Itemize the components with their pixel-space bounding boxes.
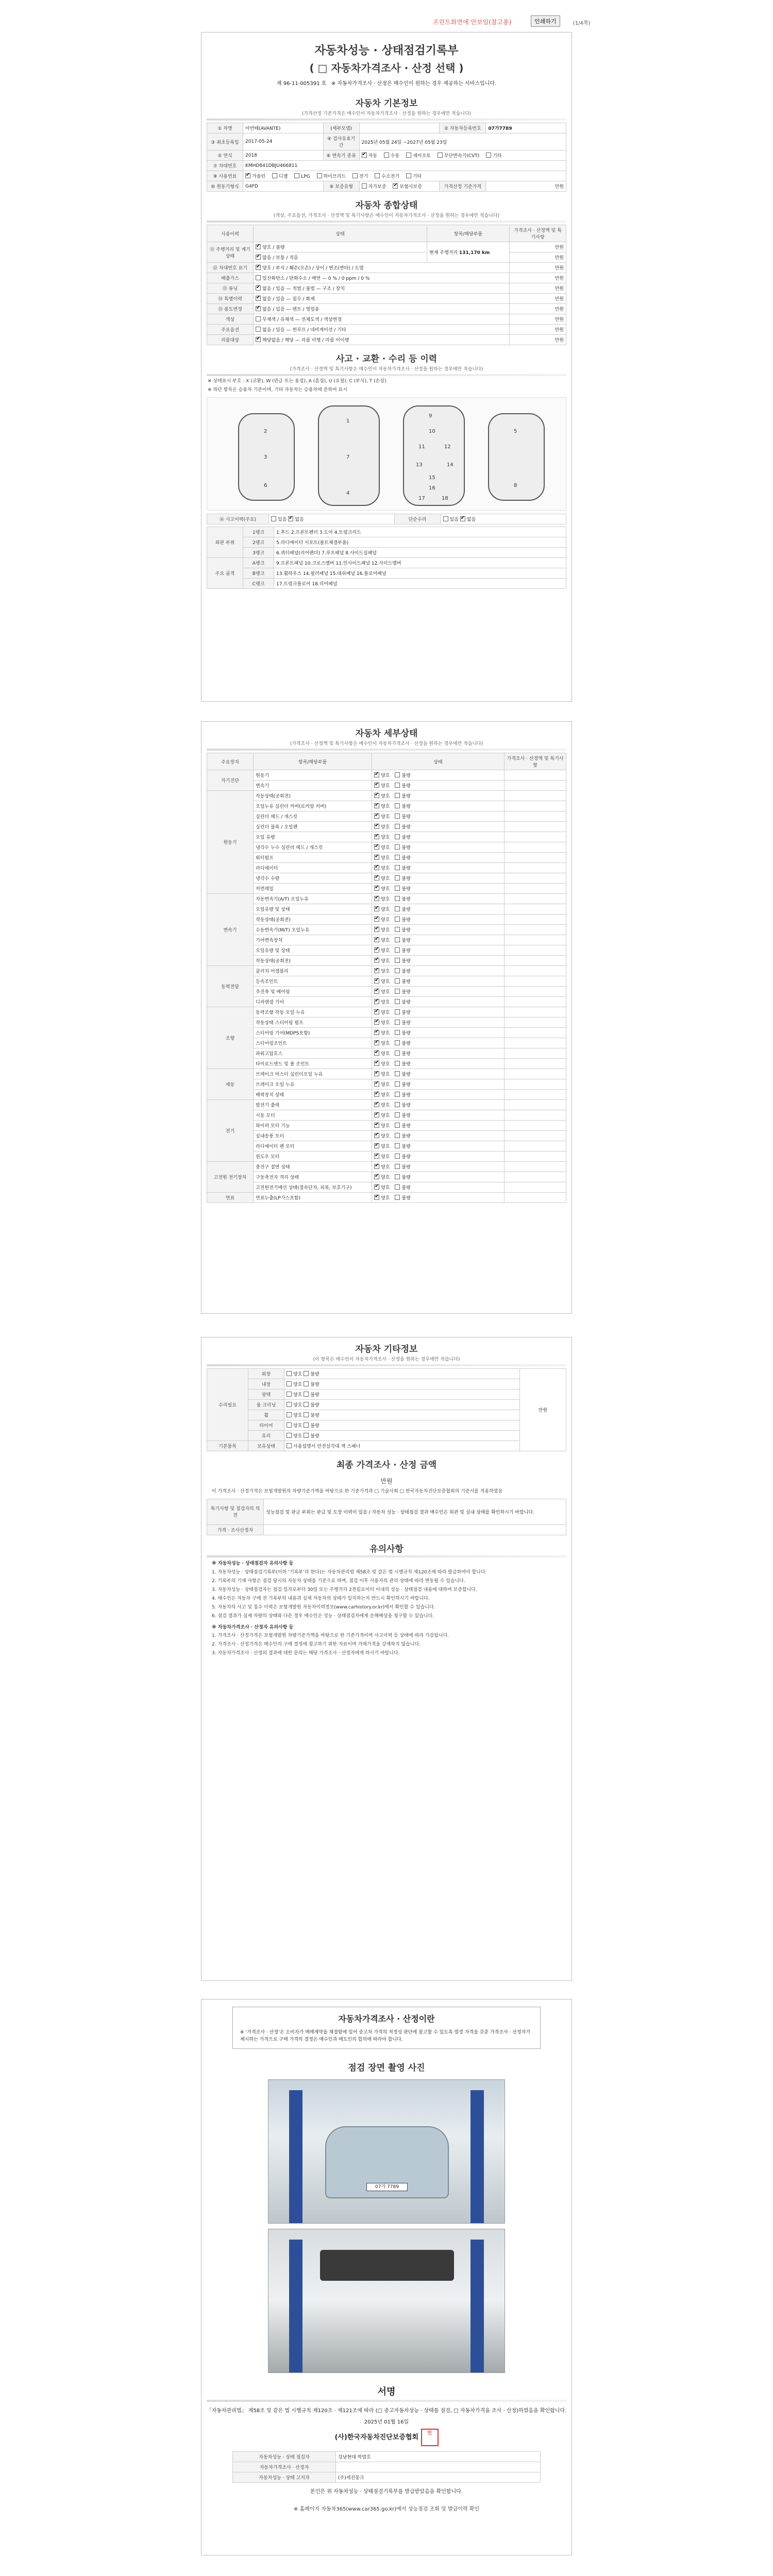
table-row: 실린더 블록 / 오일팬 ✔ 양호 불량 <box>207 822 566 832</box>
inspection-photo-front <box>268 2079 505 2224</box>
detail-title: 자동차 세부상태 <box>355 728 418 739</box>
price-info-box: 자동차가격조사 · 산정이란 ※ ‘가격조사 · 산정’은 소비자가 매매계약을 체결함에 있어 중고차 가격의 적정성 판단에 참고할 수 있도록 법정 자격을 갖춘 가격조사 · 산정자가 제시하는 가격으로 구매 가격의 결정은 매수인과 매도인의 합의에 따라야 합니다. <box>232 2007 541 2049</box>
receiver-text: 본인은 위 자동차성능 · 상태점검기록부를 발급받았음을 확인합니다. <box>310 2489 463 2495</box>
photos-title: 점검 장면 촬영 사진 <box>348 2063 425 2074</box>
table-row: ⑪ 주행거리 및 계기상태 ✔양호 / 불량 현재 주행거리 131,170 km 만원 <box>207 242 566 252</box>
first-registration: 2017-05-24 <box>243 133 324 150</box>
table-row: 자기진단 원동기 ✔ 양호 불량 <box>207 770 566 781</box>
table-row: 구동축전지 격리 상태 ✔ 양호 불량 <box>207 1172 566 1182</box>
table-row: 리콜대상 ✔ 해당없음 / 해당 — 리콜 이행 / 리콜 미이행 만원 <box>207 335 566 345</box>
table-row: 변속기 ✔ 양호 불량 <box>207 781 566 791</box>
table-row: 등속조인트 ✔ 양호 불량 <box>207 976 566 987</box>
signer-table: 자동차성능 · 상태 점검자 강남현대 박범호 자동차가격조사 · 산정자 자동차성능 · 상태 고지자 (주)세진봉크 <box>232 2451 541 2483</box>
table-row: 오일 유량 ✔ 양호 불량 <box>207 832 566 842</box>
table-row: 실내송풍 모터 ✔ 양호 불량 <box>207 1131 566 1141</box>
inspection-validity: 2025년 05월 24일 ~2027년 05월 23일 <box>359 133 566 150</box>
accident-legend: ※ 상태표시 부호 : X (교환), W (판금 또는 용접), A (흠집), U (요철), C (부식), T (손상) <box>208 379 386 384</box>
page-1 <box>201 32 572 702</box>
accident-legend-2: ※ 하단 항목은 승용차 기준이며, 기타 자동차는 승용차에 준하여 표시 <box>208 387 347 393</box>
table-row: 스티어링조인트 ✔ 양호 불량 <box>207 1038 566 1048</box>
table-row: 작동상태 스티어링 펌프 ✔ 양호 불량 <box>207 1018 566 1028</box>
car-model: 아반떼(AVANTE) <box>243 123 324 133</box>
panel-rank-table: 외판 부위 1랭크 1.후드 2.프론트펜더 3.도어 4.트렁크리드 2랭크 5.라디에이터 서포트(볼트체결부품) 3랭크 6.쿼터패널(리어펜더) 7.루프패널 8.사이드실패널 주요 골격 A랭크 9.프론트패널 10.크로스멤버 11.인사이드패널 12.사이드멤버 B랭크 13.휠하우스 14.필러패널 15.대쉬패널 16.플로어패널 C랭크 17.트렁크플로어 18.리어패널 <box>207 527 566 589</box>
registration-number: 07가7789 <box>486 123 566 133</box>
table-row: 기어변속장치 ✔ 양호 불량 <box>207 935 566 945</box>
table-row: 냉각수 수량 ✔ 양호 불량 <box>207 873 566 884</box>
table-row: 워터펌프 ✔ 양호 불량 <box>207 853 566 863</box>
final-amount: 만원 <box>380 1478 393 1485</box>
caution-title: 유의사항 <box>369 1544 404 1554</box>
table-row: ✔많음 / 보통 / 적음 만원 <box>207 252 566 263</box>
table-row: 파워고압호스 ✔ 양호 불량 <box>207 1048 566 1059</box>
document-title: 자동차성능 · 상태점검기록부 <box>314 44 459 57</box>
table-row: 수동변속기(M/T) 오일누유 ✔ 양호 불량 <box>207 925 566 935</box>
print-notice: 프린트화면에 안보임(참고용) <box>433 19 512 26</box>
car-diagram: 2 3 6 1 7 4 9 10 11 12 13 14 15 16 17 18 5 8 <box>207 397 566 511</box>
sign-text: 「자동차관리법」 제58조 및 같은 법 시행규칙 제120조 · 제121조에 따라 (□ 중고자동차성능 · 상태를 점검, □ 자동차가격을 조사 · 산정)하였음을 확인합니다. 2025년 01월 16일 (사)한국자동차진단보증협회 인 <box>201 2407 572 2446</box>
page-2 <box>201 721 572 1314</box>
table-row: 라디에이터 ✔ 양호 불량 <box>207 863 566 873</box>
table-row: ⑫ 차대번호 표기 ✔ 양호 / 부식 / 훼손(오손) / 상이 / 변조(변타) / 도말 만원 <box>207 263 566 273</box>
sign-company: (사)한국자동차진단보증협회 <box>334 2433 419 2442</box>
table-row: 고전원전기배선 상태(접속단자, 피복, 보호기구) ✔ 양호 불량 <box>207 1182 566 1193</box>
basic-info-sub: (가격산정 기준가격은 매수인이 자동차가격조사 · 산정을 원하는 경우에만 적습니다) <box>301 111 472 116</box>
motor-type: G4FD <box>243 181 324 192</box>
table-row: 조향 동력조향 작동 오일 누유 ✔ 양호 불량 <box>207 1007 566 1018</box>
table-row: 동력전달 클러치 어셈블리 ✔ 양호 불량 <box>207 966 566 976</box>
summary-title: 자동차 종합상태 <box>355 200 418 211</box>
transmission-options: ✔ 자동 수동 세미오토 무단변속기(CVT) 기타 <box>359 150 566 161</box>
table-row: 실린더 헤드 / 개스킷 ✔ 양호 불량 <box>207 811 566 822</box>
print-toolbar <box>0 0 773 26</box>
basic-info-title: 자동차 기본정보 <box>355 98 418 109</box>
table-row: 스티어링 기어(MDPS포함) ✔ 양호 불량 <box>207 1028 566 1038</box>
table-row: 배력장치 상태 ✔ 양호 불량 <box>207 1090 566 1100</box>
accident-history-table: ⑯ 사고이력(주요) 있음 ✔ 없음 단순수리 있음 ✔ 없음 <box>207 514 566 524</box>
summary-table: 사용이력 상태 항목/해당부품 가격조사 · 산정액 및 특기사항 ⑪ 주행거리 및 계기상태 ✔양호 / 불량 현재 주행거리 131,170 km 만원 ✔많음 / 보통 / 적음 만원 ⑫ 차대번호 표기 ✔ 양호 / 부식 / 훼손(오손) / 상이 / 변조(변타) / 도말 만원 배출가스 일산화탄소 / 탄화수소 / 매연 — 0 % / 0 ppm / 0 % 만원 ⑬ 튜닝 ✔ 없음 / 있음 — 적법 / 불법 — 구조 / 장치 만원 ⑭ 특별이력 ✔ 없음 / 있음 — 침수 / 화재 만원 ⑮ 용도변경 ✔ 없음 / 있음 — 렌트 / 영업용 만원 색상 무채색 / 유채색 — 전체도색 / 색상변경 만원 주요옵션 없음 / 있음 — 썬루프 / 네비게이션 / 기타 만원 리콜대상 ✔ 해당없음 / 해당 — 리콜 이행 / 리콜 미이행 만원 <box>207 225 566 345</box>
summary-sub: (색상, 주요옵션, 가격조사 · 산정액 및 특기사항은 매수인이 자동차가격조사 · 산정을 원하는 경우에만 적습니다) <box>273 213 500 218</box>
table-row: 추진축 및 베어링 ✔ 양호 불량 <box>207 987 566 997</box>
detail-sub: (가격조사 · 산정액 및 특기사항은 매수인이 자동차가격조사 · 산정을 원하는 경우에만 적습니다) <box>290 741 483 747</box>
accident-sub: (가격조사 · 산정액 및 특기사항은 매수인이 자동차가격조사 · 산정을 원하는 경우에만 적습니다) <box>290 367 483 372</box>
table-row: 작동상태(공회전) ✔ 양호 불량 <box>207 914 566 925</box>
table-row: 시동 모터 ✔ 양호 불량 <box>207 1110 566 1121</box>
table-row: ⑬ 튜닝 ✔ 없음 / 있음 — 적법 / 불법 — 구조 / 장치 만원 <box>207 283 566 294</box>
table-row: ⑮ 용도변경 ✔ 없음 / 있음 — 렌트 / 영업용 만원 <box>207 304 566 314</box>
detail-table: 주요장치 항목/해당부품 상태 가격조사 · 산정액 및 특기사항 자기진단 원동기 ✔ 양호 불량 변속기 ✔ 양호 불량 원동기 작동상태(공회전) ✔ 양호 불량 오일누유 실린더 커버(로커암 커버) ✔ 양호 불량 실린더 헤드 / 개스킷 ✔ 양호 불량 실린더 블록 / 오일팬 ✔ 양호 불량 오일 유량 ✔ 양호 불량 냉각수 누수 실린더 헤드 / 개스킷 ✔ 양호 불량 워터펌프 ✔ 양호 불량 라디에이터 ✔ 양호 불량 냉각수 수량 ✔ 양호 불량 커먼레일 ✔ 양호 불량 변속기 자동변속기(A/T) 오일누유 ✔ 양호 불량 오일유량 및 상태 ✔ 양호 불량 작동상태(공회전) ✔ 양호 불량 수동변속기(M/T) 오일누유 ✔ 양호 불량 기어변속장치 ✔ 양호 불량 오일유량 및 상태 ✔ 양호 불량 작동상태(공회전) ✔ 양호 불량 동력전달 클러치 어셈블리 ✔ 양호 불량 등속조인트 ✔ 양호 불량 추진축 및 베어링 ✔ 양호 불량 디퍼렌셜 기어 ✔ 양호 불량 조향 동력조향 작동 오일 누유 ✔ 양호 불량 작동상태 스티어링 펌프 ✔ 양호 불량 스티어링 기어(MDPS포함) ✔ 양호 불량 스티어링조인트 ✔ 양호 불량 파워고압호스 ✔ 양호 불량 타이로드엔드 및 볼 조인트 ✔ 양호 불량 제동 브레이크 마스터 실린더오일 누유 ✔ 양호 불량 브레이크 오일 누유 ✔ 양호 불량 배력장치 상태 ✔ 양호 불량 전기 발전기 출력 ✔ 양호 불량 시동 모터 ✔ 양호 불량 와이퍼 모터 기능 ✔ 양호 불량 실내송풍 모터 ✔ 양호 불량 라디에이터 팬 모터 ✔ 양호 불량 윈도우 모터 ✔ 양호 불량 고전원 전기장치 충전구 절연 상태 ✔ 양호 불량 구동축전지 격리 상태 ✔ 양호 불량 고전원전기배선 상태(접속단자, 피복, 보호기구) ✔ 양호 불량 연료 연료누출(LP가스포함) ✔ 양호 불량 <box>207 753 566 1203</box>
table-row: 라디에이터 팬 모터 ✔ 양호 불량 <box>207 1141 566 1151</box>
table-row: 원동기 작동상태(공회전) ✔ 양호 불량 <box>207 791 566 801</box>
table-row: 작동상태(공회전) ✔ 양호 불량 <box>207 956 566 966</box>
final-title: 최종 가격조사 · 산정 금액 <box>336 1460 437 1470</box>
license-plate: 07가 7789 <box>366 2183 408 2191</box>
table-row: 연료 연료누출(LP가스포함) ✔ 양호 불량 <box>207 1193 566 1203</box>
table-row: 고전원 전기장치 충전구 절연 상태 ✔ 양호 불량 <box>207 1162 566 1172</box>
page-count: (1/4쪽) <box>573 21 591 26</box>
table-row: 오일누유 실린더 커버(로커암 커버) ✔ 양호 불량 <box>207 801 566 811</box>
table-row: 와이퍼 모터 기능 ✔ 양호 불량 <box>207 1121 566 1131</box>
table-row: 디퍼렌셜 기어 ✔ 양호 불량 <box>207 997 566 1007</box>
table-row: 오일유량 및 상태 ✔ 양호 불량 <box>207 945 566 956</box>
table-row: 주요옵션 없음 / 있음 — 썬루프 / 네비게이션 / 기타 만원 <box>207 325 566 335</box>
table-row: 배출가스 일산화탄소 / 탄화수소 / 매연 — 0 % / 0 ppm / 0 % 만원 <box>207 273 566 283</box>
table-row: 색상 무채색 / 유채색 — 전체도색 / 색상변경 만원 <box>207 314 566 325</box>
special-table: 특기사항 및 점검자의 의견 성능점검 및 판금 부위는 판금 및 도장 이력이 있음 / 자동차 성능 · 상태점검 결과 매수인은 외관 및 실내 상태를 확인하시기 바랍니다. 가격 · 조사산정자 <box>207 1499 566 1535</box>
vin: KMHD841DBJU466811 <box>243 161 566 171</box>
table-row: 타이로드엔드 및 볼 조인트 ✔ 양호 불량 <box>207 1059 566 1069</box>
table-row: 제동 브레이크 마스터 실린더오일 누유 ✔ 양호 불량 <box>207 1069 566 1079</box>
other-table: 수리필요 외장 양호 불량 만원 내장 양호 불량 광택 양호 불량 룸 크리닝 양호 불량 휠 양호 불량 타이어 양호 불량 유리 양호 불량 기본품목 보유상태 사용설명서 안전삼각대 잭 스패너 <box>207 1368 566 1451</box>
page-4 <box>201 1999 572 2555</box>
page-3 <box>201 1337 572 1981</box>
basic-info-table: ① 차명 아반떼(AVANTE) (세부모델) ② 자동차등록번호 07가7789 ③ 최초등록일 2017-05-24 ④ 검사유효기간 2025년 05월 24일 ~2027년 05월 23일 ⑤ 연식 2018 ⑥ 변속기 종류 ✔ 자동 수동 세미오토 무단변속기(CVT) 기타 ⑦ 차대번호 KMHD841DBJU466811 ⑧ 사용연료 ✔ 가솔린 디젤 LPG 하이브리드 전기 수소전기 기타 ⑩ 원동기형식 G4FD ⑨ 보증유형 자가보증 ✔ 보험사보증 가격산정 기준가격 만원 <box>207 123 566 192</box>
final-desc: 이 가격조사 · 산정가격은 보험개발원의 차량기준가액을 바탕으로 한 기준가격과 □ 기술사회 □ 한국자동차진단보증협회의 기준서를 적용하였음 <box>212 1489 503 1494</box>
model-year: 2018 <box>243 150 324 161</box>
fuel-options: ✔ 가솔린 디젤 LPG 하이브리드 전기 수소전기 기타 <box>243 171 566 181</box>
document-notice: ※ 자동차가격조사 · 산정은 매수인이 원하는 경우 제공하는 서비스입니다. <box>331 81 497 87</box>
document-header <box>201 32 572 87</box>
table-row: 냉각수 누수 실린더 헤드 / 개스킷 ✔ 양호 불량 <box>207 842 566 853</box>
document-number-line: 제 96-11-005391 호 ※ 자동차가격조사 · 산정은 매수인이 원하는 경우 제공하는 서비스입니다. <box>276 81 497 87</box>
mileage-value: 131,170 km <box>459 250 490 256</box>
other-sub: (이 항목은 매수인이 자동차가격조사 · 산정을 원하는 경우에만 적습니다) <box>313 1357 460 1362</box>
document-subtitle: ( □ 자동차가격조사 · 산정 선택 ) <box>309 62 464 74</box>
table-row: 윈도우 모터 ✔ 양호 불량 <box>207 1151 566 1162</box>
warranty-options: 자가보증 ✔ 보험사보증 <box>359 181 440 192</box>
table-row: 변속기 자동변속기(A/T) 오일누유 ✔ 양호 불량 <box>207 894 566 904</box>
table-row: ⑭ 특별이력 ✔ 없음 / 있음 — 침수 / 화재 만원 <box>207 294 566 304</box>
table-row: 전기 발전기 출력 ✔ 양호 불량 <box>207 1100 566 1110</box>
table-row: 브레이크 오일 누유 ✔ 양호 불량 <box>207 1079 566 1090</box>
inspection-photo-under <box>268 2229 505 2373</box>
print-button[interactable]: 인쇄하기 <box>531 15 560 27</box>
accident-title: 사고 · 교환 · 수리 등 이력 <box>335 354 438 364</box>
company-seal: 인 <box>421 2429 439 2446</box>
table-row: 커먼레일 ✔ 양호 불량 <box>207 884 566 894</box>
footer-note: ※ 홈페이지 자동차365(www.car365.go.kr)에서 성능점검 조회 및 발급이력 확인 <box>293 2506 480 2513</box>
sign-title: 서명 <box>377 2386 396 2398</box>
table-row: 오일유량 및 상태 ✔ 양호 불량 <box>207 904 566 914</box>
caution-notes: ※ 자동차성능 · 상태점검자 유의사항 등 1. 자동차성능 · 상태점검기록부(이하 ‘기록부’라 한다)는 자동차관리법 제58조 및 같은 법 시행규칙 제120조에 따라 발급하여야 합니다. 2. 기록부의 기재 사항은 점검 당시의 자동차 상태를 기준으로 하며, 점검 이후 사용자의 관리 상태에 따라 변동될 수 있습니다. 3. 자동차성능 · 상태점검자는 점검 일자로부터 30일 또는 주행거리 2천킬로미터 이내의 성능 · 상태점검 내용에 대하여 보증합니다. 4. 매수인은 자동차 구매 전 기록부의 내용과 실제 자동차의 상태가 일치하는지 반드시 확인하시기 바랍니다. 5. 자동차의 사고 및 침수 이력은 보험개발원 자동차이력정보(www.carhistory.or.kr)에서 확인할 수 있습니다. 6. 점검 결과가 실제 차량의 상태와 다른 경우 매수인은 성능 · 상태점검자에게 손해배상을 청구할 수 있습니다. ※ 자동차가격조사 · 산정자 유의사항 등 1. 가격조사 · 산정가격은 보험개발원 차량기준가액을 바탕으로 한 기준가격이며 사고이력 등 상태에 따라 가감됩니다. 2. 가격조사 · 산정가격은 매수인의 구매 결정에 참고하기 위한 자료이며 거래가격을 강제하지 않습니다. 3. 자동차가격조사 · 산정의 결과에 대한 문의는 해당 가격조사 · 산정자에게 하시기 바랍니다. <box>212 1561 487 1656</box>
document-number: 96-11-005391 <box>283 81 320 87</box>
other-title: 자동차 기타정보 <box>355 1344 418 1354</box>
